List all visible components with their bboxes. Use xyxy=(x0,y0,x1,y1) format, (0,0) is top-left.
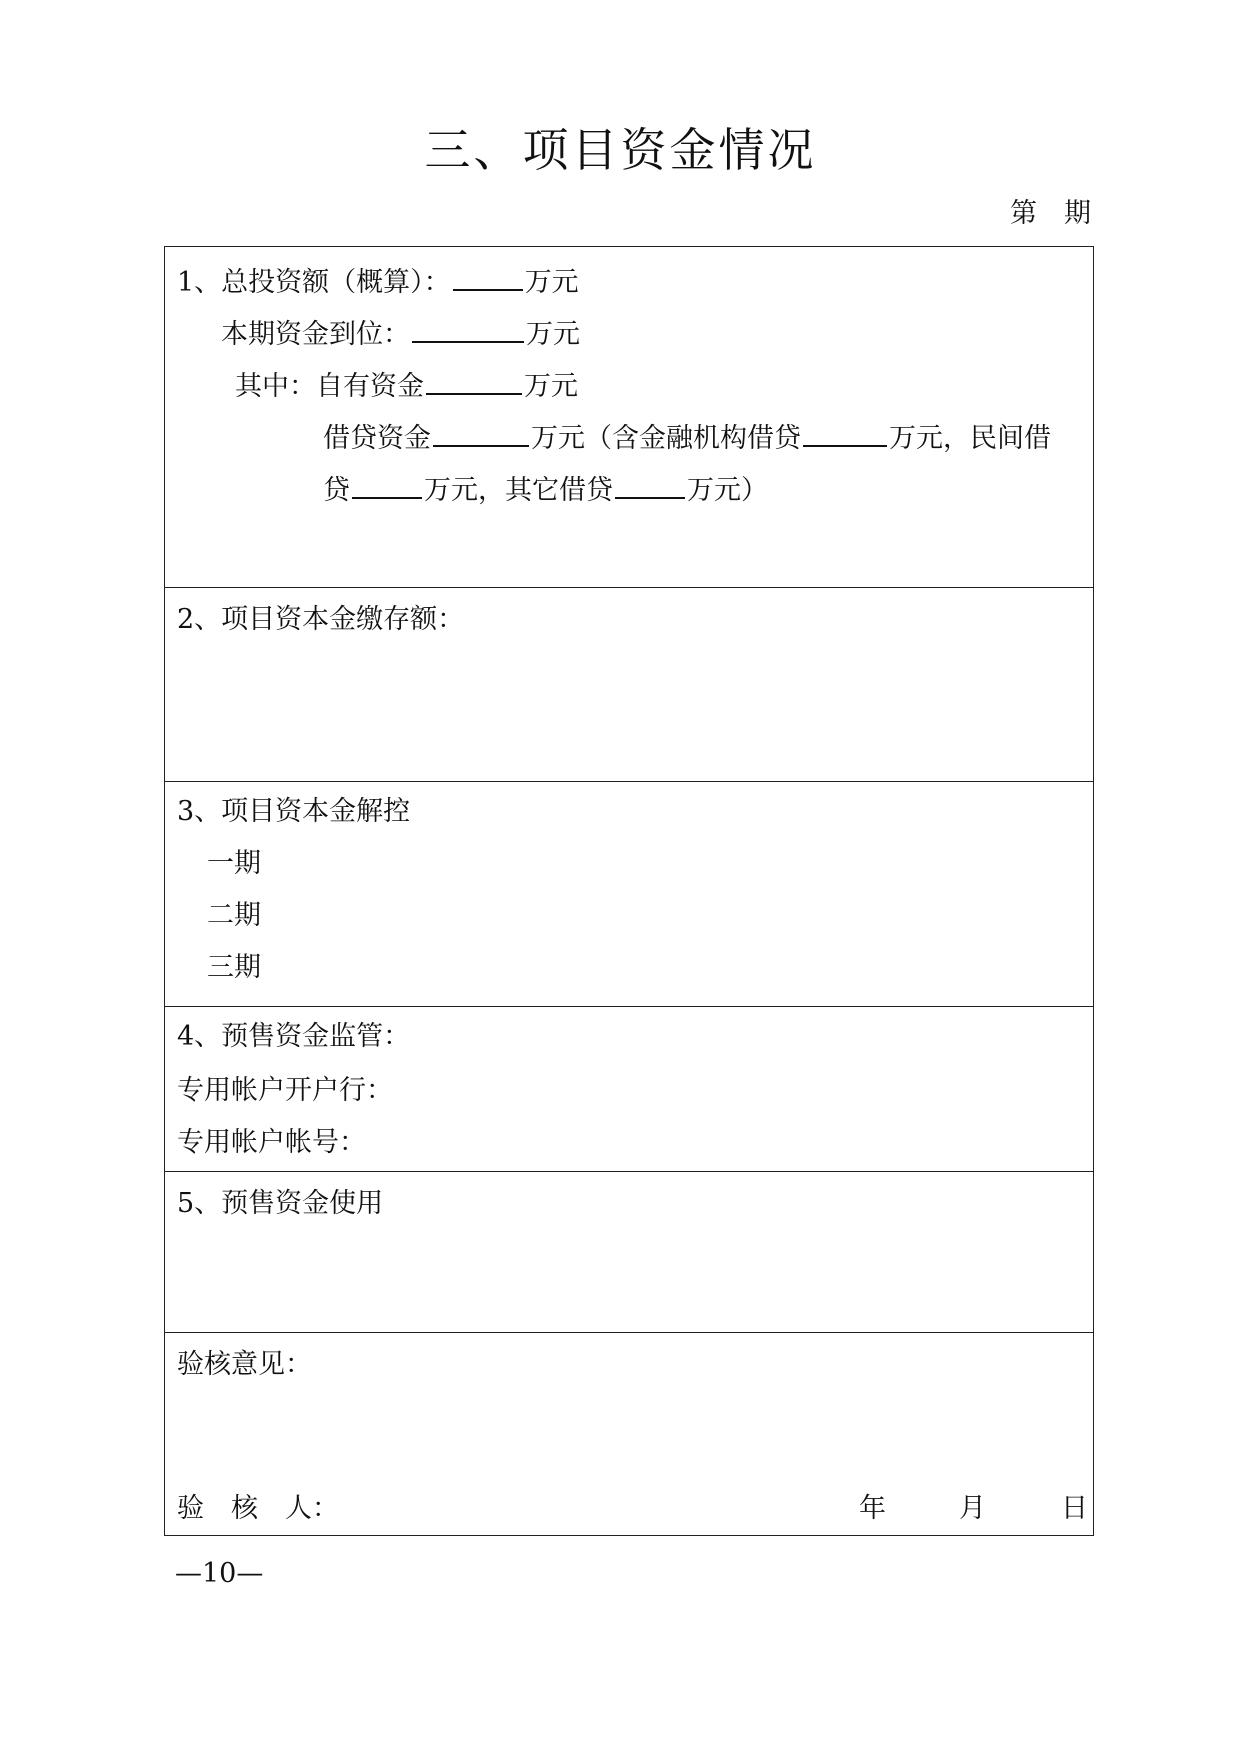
section-total-investment xyxy=(165,247,1093,587)
page-number: —10— xyxy=(175,1558,264,1589)
loan-funds-label: 借贷资金 xyxy=(323,423,431,454)
capital-release-label: 3、项目资本金解控 xyxy=(177,796,411,827)
section-presale-usage xyxy=(165,1171,1093,1332)
verification-opinion-label: 验核意见： xyxy=(177,1349,312,1380)
verifier-label: 验 核 人： xyxy=(177,1493,339,1524)
financial-loan-blank[interactable] xyxy=(803,417,887,447)
phase-1-label: 一期 xyxy=(207,848,261,879)
other-loan-blank[interactable] xyxy=(615,469,685,499)
total-investment-label: 1、总投资额（概算）： xyxy=(177,267,451,298)
section-capital-release xyxy=(165,781,1093,1006)
period-label: 第 期 xyxy=(1010,198,1091,229)
total-investment-blank[interactable] xyxy=(453,261,523,291)
own-funds-blank[interactable] xyxy=(426,365,522,395)
current-funds-blank[interactable] xyxy=(412,313,524,343)
capital-deposit-label: 2、项目资本金缴存额： xyxy=(177,604,465,635)
loan-funds-line xyxy=(323,417,1051,457)
month-label: 月 xyxy=(959,1493,986,1524)
loan-detail-end: 万元） xyxy=(687,475,768,506)
private-loan-blank[interactable] xyxy=(352,469,422,499)
loan-detail-financial: （含金融机构借贷 xyxy=(585,423,801,454)
loan-funds-blank[interactable] xyxy=(433,417,529,447)
section-presale-supervision xyxy=(165,1006,1093,1171)
loan-detail-private-cont: 贷 xyxy=(323,475,350,506)
funding-form-table xyxy=(164,246,1094,1536)
phase-3-label: 三期 xyxy=(207,952,261,983)
unit-label: 万元 xyxy=(531,423,585,454)
own-funds-label: 自有资金 xyxy=(316,371,424,402)
unit-label: 万元 xyxy=(524,267,579,298)
current-funds-line xyxy=(221,313,580,353)
own-funds-line xyxy=(235,365,578,405)
bank-label: 专用帐户开户行： xyxy=(177,1075,393,1106)
year-label: 年 xyxy=(859,1493,886,1524)
account-number-label: 专用帐户帐号： xyxy=(177,1127,366,1158)
loan-funds-line-2 xyxy=(323,469,768,509)
total-investment-line xyxy=(177,261,579,301)
presale-usage-label: 5、预售资金使用 xyxy=(177,1188,384,1219)
loan-detail-private: 万元，民间借 xyxy=(889,423,1051,454)
section-capital-deposit xyxy=(165,587,1093,781)
phase-2-label: 二期 xyxy=(207,900,261,931)
unit-label: 万元 xyxy=(524,371,578,402)
page-title: 三、项目资金情况 xyxy=(424,123,817,177)
of-which-label: 其中： xyxy=(235,371,316,402)
day-label: 日 xyxy=(1061,1493,1088,1524)
presale-supervision-label: 4、预售资金监管： xyxy=(177,1021,411,1052)
unit-label: 万元 xyxy=(526,319,580,350)
section-verification xyxy=(165,1332,1093,1537)
loan-detail-other: 万元，其它借贷 xyxy=(424,475,613,506)
current-funds-label: 本期资金到位： xyxy=(221,319,410,350)
